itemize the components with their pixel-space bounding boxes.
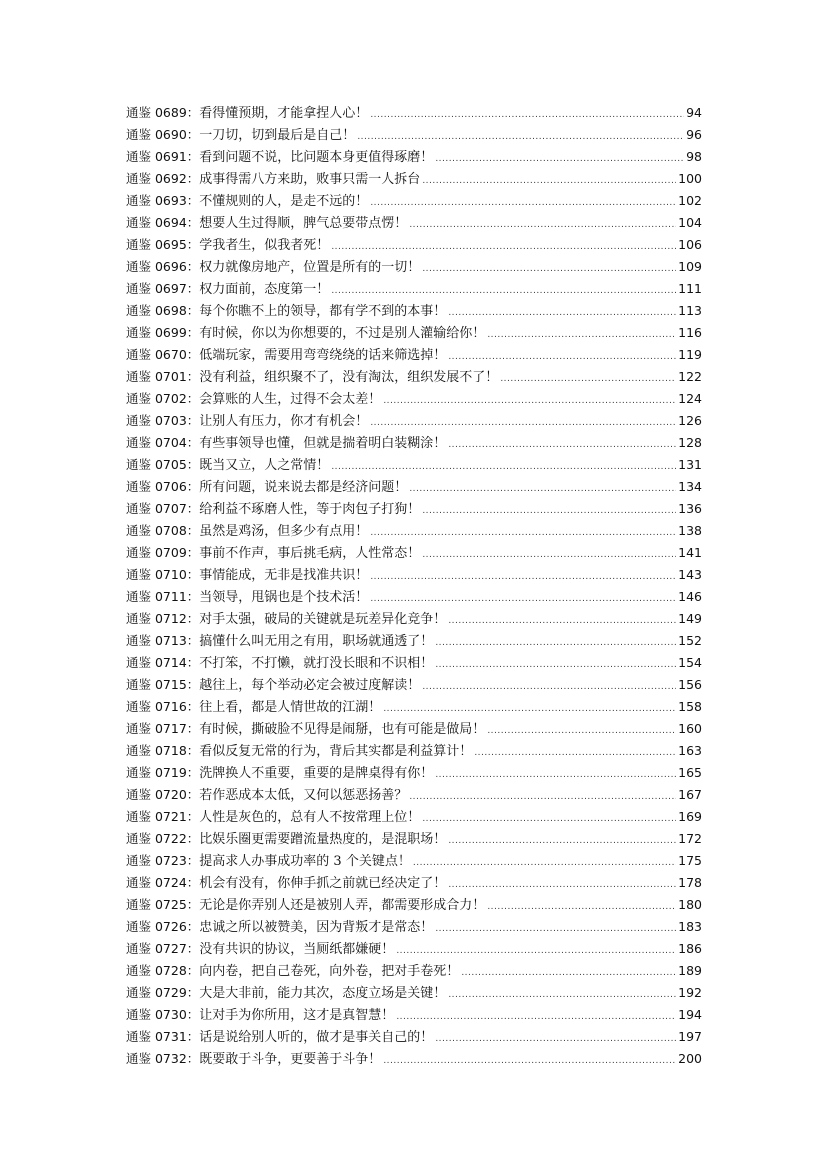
toc-entry[interactable] (126, 388, 702, 410)
entry-title: 话是说给别人听的，做才是事关自己的！ (199, 1030, 434, 1045)
entry-page-number: 194 (678, 1007, 702, 1022)
entry-page-number: 98 (686, 149, 702, 164)
entry-page-number: 134 (678, 479, 702, 494)
entry-number: 通鉴 0731： (126, 1029, 200, 1044)
toc-entry[interactable] (126, 806, 702, 828)
toc-entry[interactable] (126, 432, 702, 454)
entry-page-number: 131 (678, 457, 702, 472)
entry-number: 通鉴 0690： (126, 127, 200, 142)
entry-page-number: 197 (678, 1029, 702, 1044)
dot-leader (448, 830, 676, 852)
entry-number: 通鉴 0707： (126, 501, 200, 516)
entry-title: 权力就像房地产，位置是所有的一切！ (199, 260, 421, 275)
entry-title: 成事得需八方来助，败事只需一人拆台 (199, 172, 421, 187)
toc-entry[interactable] (126, 344, 702, 366)
entry-page-number: 143 (678, 567, 702, 582)
entry-title: 让别人有压力，你才有机会！ (199, 414, 369, 429)
entry-number: 通鉴 0696： (126, 259, 200, 274)
dot-leader (448, 346, 676, 368)
dot-leader (422, 258, 676, 280)
entry-page-number: 138 (678, 523, 702, 538)
entry-number: 通鉴 0721： (126, 809, 200, 824)
entry-page-number: 146 (678, 589, 702, 604)
dot-leader (500, 368, 676, 390)
entry-page-number: 165 (678, 765, 702, 780)
toc-entry[interactable] (126, 476, 702, 498)
entry-title: 向内卷，把自己卷死，向外卷，把对手卷死！ (199, 964, 460, 979)
entry-title: 有时候，你以为你想要的，不过是别人灌输给你！ (199, 326, 486, 341)
entry-title: 比娱乐圈更需要蹭流量热度的，是混职场！ (199, 832, 447, 847)
dot-leader (448, 610, 676, 632)
entry-title: 让对手为你所用，这才是真智慧！ (199, 1008, 395, 1023)
toc-entry[interactable] (126, 982, 702, 1004)
toc-entry[interactable] (126, 146, 702, 168)
entry-title: 对手太强，破局的关键就是玩差异化竞争！ (199, 612, 447, 627)
entry-title: 看得懂预期，才能拿捏人心！ (199, 106, 369, 121)
toc-entry[interactable] (126, 652, 702, 674)
dot-leader (409, 786, 676, 808)
entry-number: 通鉴 0723： (126, 853, 200, 868)
toc-entry[interactable] (126, 190, 702, 212)
dot-leader (370, 566, 676, 588)
entry-number: 通鉴 0718： (126, 743, 200, 758)
entry-title: 没有利益，组织聚不了，没有淘汰，组织发展不了！ (199, 370, 499, 385)
dot-leader (448, 874, 676, 896)
entry-title: 所有问题，说来说去都是经济问题！ (199, 480, 408, 495)
entry-number: 通鉴 0708： (126, 523, 200, 538)
toc-entry[interactable] (126, 300, 702, 322)
entry-page-number: 100 (678, 171, 702, 186)
entry-title: 事情能成，无非是找准共识！ (199, 568, 369, 583)
dot-leader (422, 544, 676, 566)
entry-page-number: 152 (678, 633, 702, 648)
dot-leader (331, 236, 676, 258)
entry-number: 通鉴 0728： (126, 963, 200, 978)
entry-page-number: 106 (678, 237, 702, 252)
entry-number: 通鉴 0724： (126, 875, 200, 890)
entry-page-number: 200 (678, 1051, 702, 1066)
toc-entry[interactable] (126, 168, 702, 190)
toc-entry[interactable] (126, 718, 702, 740)
entry-page-number: 183 (678, 919, 702, 934)
toc-entry[interactable] (126, 784, 702, 806)
entry-page-number: 104 (678, 215, 702, 230)
entry-page-number: 111 (678, 281, 702, 296)
toc-entry[interactable] (126, 1048, 702, 1070)
dot-leader (357, 126, 684, 148)
toc-entry[interactable] (126, 872, 702, 894)
entry-page-number: 128 (678, 435, 702, 450)
dot-leader (396, 1006, 676, 1028)
toc-entry[interactable] (126, 212, 702, 234)
toc-entry[interactable] (126, 828, 702, 850)
entry-number: 通鉴 0714： (126, 655, 200, 670)
entry-title: 虽然是鸡汤，但多少有点用！ (199, 524, 369, 539)
entry-number: 通鉴 0726： (126, 919, 200, 934)
dot-leader (383, 390, 676, 412)
toc-entry[interactable] (126, 322, 702, 344)
toc-entry[interactable] (126, 542, 702, 564)
dot-leader (448, 434, 676, 456)
entry-title: 大是大非前，能力其次，态度立场是关键！ (199, 986, 447, 1001)
dot-leader (435, 148, 684, 170)
entry-title: 不懂规则的人，是走不远的！ (199, 194, 369, 209)
entry-title: 给利益不琢磨人性，等于肉包子打狗！ (199, 502, 421, 517)
dot-leader (448, 984, 676, 1006)
dot-leader (422, 676, 676, 698)
toc-entry[interactable] (126, 850, 702, 872)
entry-number: 通鉴 0730： (126, 1007, 200, 1022)
dot-leader (487, 720, 676, 742)
entry-page-number: 119 (678, 347, 702, 362)
entry-title: 忠诚之所以被赞美，因为背叛才是常态！ (199, 920, 434, 935)
entry-page-number: 158 (678, 699, 702, 714)
toc-entry[interactable] (126, 256, 702, 278)
toc-entry[interactable] (126, 124, 702, 146)
toc-entry[interactable] (126, 1004, 702, 1026)
toc-entry[interactable] (126, 740, 702, 762)
entry-page-number: 96 (686, 127, 702, 142)
toc-entry[interactable] (126, 102, 702, 124)
dot-leader (383, 1050, 676, 1072)
dot-leader (487, 324, 676, 346)
entry-number: 通鉴 0704： (126, 435, 200, 450)
entry-number: 通鉴 0722： (126, 831, 200, 846)
entry-page-number: 172 (678, 831, 702, 846)
entry-title: 想要人生过得顺，脾气总要带点愣！ (199, 216, 408, 231)
entry-title: 每个你瞧不上的领导，都有学不到的本事！ (199, 304, 447, 319)
toc-entry[interactable] (126, 960, 702, 982)
entry-page-number: 94 (686, 105, 702, 120)
table-of-contents (126, 102, 702, 1070)
toc-entry[interactable] (126, 366, 702, 388)
entry-title: 学我者生，似我者死！ (199, 238, 330, 253)
entry-title: 若作恶成本太低，又何以惩恶扬善？ (199, 788, 408, 803)
entry-page-number: 124 (678, 391, 702, 406)
entry-page-number: 169 (678, 809, 702, 824)
entry-number: 通鉴 0697： (126, 281, 200, 296)
entry-title: 既当又立，人之常情！ (199, 458, 330, 473)
toc-entry[interactable] (126, 1026, 702, 1048)
entry-page-number: 186 (678, 941, 702, 956)
dot-leader (422, 500, 676, 522)
entry-page-number: 149 (678, 611, 702, 626)
dot-leader (331, 280, 676, 302)
toc-entry[interactable] (126, 762, 702, 784)
dot-leader (370, 412, 676, 434)
entry-number: 通鉴 0713： (126, 633, 200, 648)
entry-number: 通鉴 0717： (126, 721, 200, 736)
entry-number: 通鉴 0712： (126, 611, 200, 626)
entry-title: 人性是灰色的，总有人不按常理上位！ (199, 810, 421, 825)
entry-page-number: 178 (678, 875, 702, 890)
entry-page-number: 136 (678, 501, 702, 516)
toc-entry[interactable] (126, 586, 702, 608)
entry-page-number: 160 (678, 721, 702, 736)
entry-page-number: 126 (678, 413, 702, 428)
entry-title: 一刀切，切到最后是自己！ (199, 128, 356, 143)
entry-page-number: 163 (678, 743, 702, 758)
dot-leader (370, 104, 684, 126)
entry-page-number: 189 (678, 963, 702, 978)
entry-title: 看到问题不说，比问题本身更值得琢磨！ (199, 150, 434, 165)
entry-number: 通鉴 0701： (126, 369, 200, 384)
toc-entry[interactable] (126, 498, 702, 520)
toc-entry[interactable] (126, 674, 702, 696)
entry-title: 权力面前，态度第一！ (199, 282, 330, 297)
dot-leader (487, 896, 676, 918)
entry-number: 通鉴 0702： (126, 391, 200, 406)
toc-entry[interactable] (126, 564, 702, 586)
entry-number: 通鉴 0715： (126, 677, 200, 692)
entry-page-number: 122 (678, 369, 702, 384)
entry-number: 通鉴 0711： (126, 589, 200, 604)
entry-page-number: 154 (678, 655, 702, 670)
entry-number: 通鉴 0719： (126, 765, 200, 780)
entry-page-number: 141 (678, 545, 702, 560)
dot-leader (409, 214, 676, 236)
toc-entry[interactable] (126, 278, 702, 300)
toc-entry[interactable] (126, 454, 702, 476)
dot-leader (435, 654, 676, 676)
entry-number: 通鉴 0691： (126, 149, 200, 164)
entry-page-number: 116 (678, 325, 702, 340)
entry-number: 通鉴 0729： (126, 985, 200, 1000)
entry-number: 通鉴 0732： (126, 1051, 200, 1066)
entry-title: 往上看，都是人情世故的江湖！ (199, 700, 382, 715)
dot-leader (435, 632, 676, 654)
toc-entry[interactable] (126, 894, 702, 916)
dot-leader (370, 192, 676, 214)
entry-number: 通鉴 0716： (126, 699, 200, 714)
entry-page-number: 109 (678, 259, 702, 274)
entry-page-number: 102 (678, 193, 702, 208)
entry-title: 会算账的人生，过得不会太差！ (199, 392, 382, 407)
entry-page-number: 167 (678, 787, 702, 802)
dot-leader (413, 852, 676, 874)
dot-leader (396, 940, 676, 962)
dot-leader (422, 170, 676, 192)
toc-entry[interactable] (126, 696, 702, 718)
entry-title: 有些事领导也懂，但就是揣着明白装糊涂！ (199, 436, 447, 451)
dot-leader (461, 962, 676, 984)
toc-entry[interactable] (126, 916, 702, 938)
entry-title: 不打笨，不打懒，就打没长眼和不识相！ (199, 656, 434, 671)
entry-title: 事前不作声，事后挑毛病，人性常态！ (199, 546, 421, 561)
entry-title: 低端玩家，需要用弯弯绕绕的话来筛选掉！ (199, 348, 447, 363)
dot-leader (435, 918, 676, 940)
entry-page-number: 113 (678, 303, 702, 318)
dot-leader (448, 302, 676, 324)
entry-number: 通鉴 0695： (126, 237, 200, 252)
toc-entry[interactable] (126, 520, 702, 542)
entry-number: 通鉴 0709： (126, 545, 200, 560)
entry-number: 通鉴 0670： (126, 347, 200, 362)
entry-title: 没有共识的协议，当厕纸都嫌硬！ (199, 942, 395, 957)
entry-title: 有时候，撕破脸不见得是闹掰，也有可能是做局！ (199, 722, 486, 737)
dot-leader (383, 698, 676, 720)
entry-page-number: 156 (678, 677, 702, 692)
entry-number: 通鉴 0692： (126, 171, 200, 186)
entry-page-number: 180 (678, 897, 702, 912)
entry-title: 提高求人办事成功率的 3 个关键点！ (199, 854, 411, 869)
entry-title: 看似反复无常的行为，背后其实都是利益算计！ (199, 744, 473, 759)
entry-title: 机会有没有，你伸手抓之前就已经决定了！ (199, 876, 447, 891)
entry-number: 通鉴 0689： (126, 105, 200, 120)
entry-number: 通鉴 0706： (126, 479, 200, 494)
entry-title: 无论是你弄别人还是被别人弄，都需要形成合力！ (199, 898, 486, 913)
entry-number: 通鉴 0699： (126, 325, 200, 340)
toc-entry[interactable] (126, 234, 702, 256)
entry-title: 搞懂什么叫无用之有用，职场就通透了！ (199, 634, 434, 649)
entry-number: 通鉴 0703： (126, 413, 200, 428)
toc-entry[interactable] (126, 410, 702, 432)
dot-leader (331, 456, 676, 478)
entry-page-number: 175 (678, 853, 702, 868)
toc-entry[interactable] (126, 608, 702, 630)
entry-number: 通鉴 0694： (126, 215, 200, 230)
entry-title: 越往上，每个举动必定会被过度解读！ (199, 678, 421, 693)
toc-entry[interactable] (126, 630, 702, 652)
entry-title: 当领导，甩锅也是个技术活！ (199, 590, 369, 605)
entry-number: 通鉴 0720： (126, 787, 200, 802)
entry-number: 通鉴 0727： (126, 941, 200, 956)
dot-leader (422, 808, 676, 830)
entry-number: 通鉴 0710： (126, 567, 200, 582)
entry-title: 洗牌换人不重要，重要的是牌桌得有你！ (199, 766, 434, 781)
toc-entry[interactable] (126, 938, 702, 960)
entry-number: 通鉴 0725： (126, 897, 200, 912)
dot-leader (435, 764, 676, 786)
entry-number: 通鉴 0705： (126, 457, 200, 472)
dot-leader (474, 742, 676, 764)
dot-leader (370, 588, 676, 610)
dot-leader (370, 522, 676, 544)
entry-number: 通鉴 0698： (126, 303, 200, 318)
entry-number: 通鉴 0693： (126, 193, 200, 208)
entry-title: 既要敢于斗争，更要善于斗争！ (199, 1052, 382, 1067)
entry-page-number: 192 (678, 985, 702, 1000)
dot-leader (435, 1028, 676, 1050)
dot-leader (409, 478, 676, 500)
